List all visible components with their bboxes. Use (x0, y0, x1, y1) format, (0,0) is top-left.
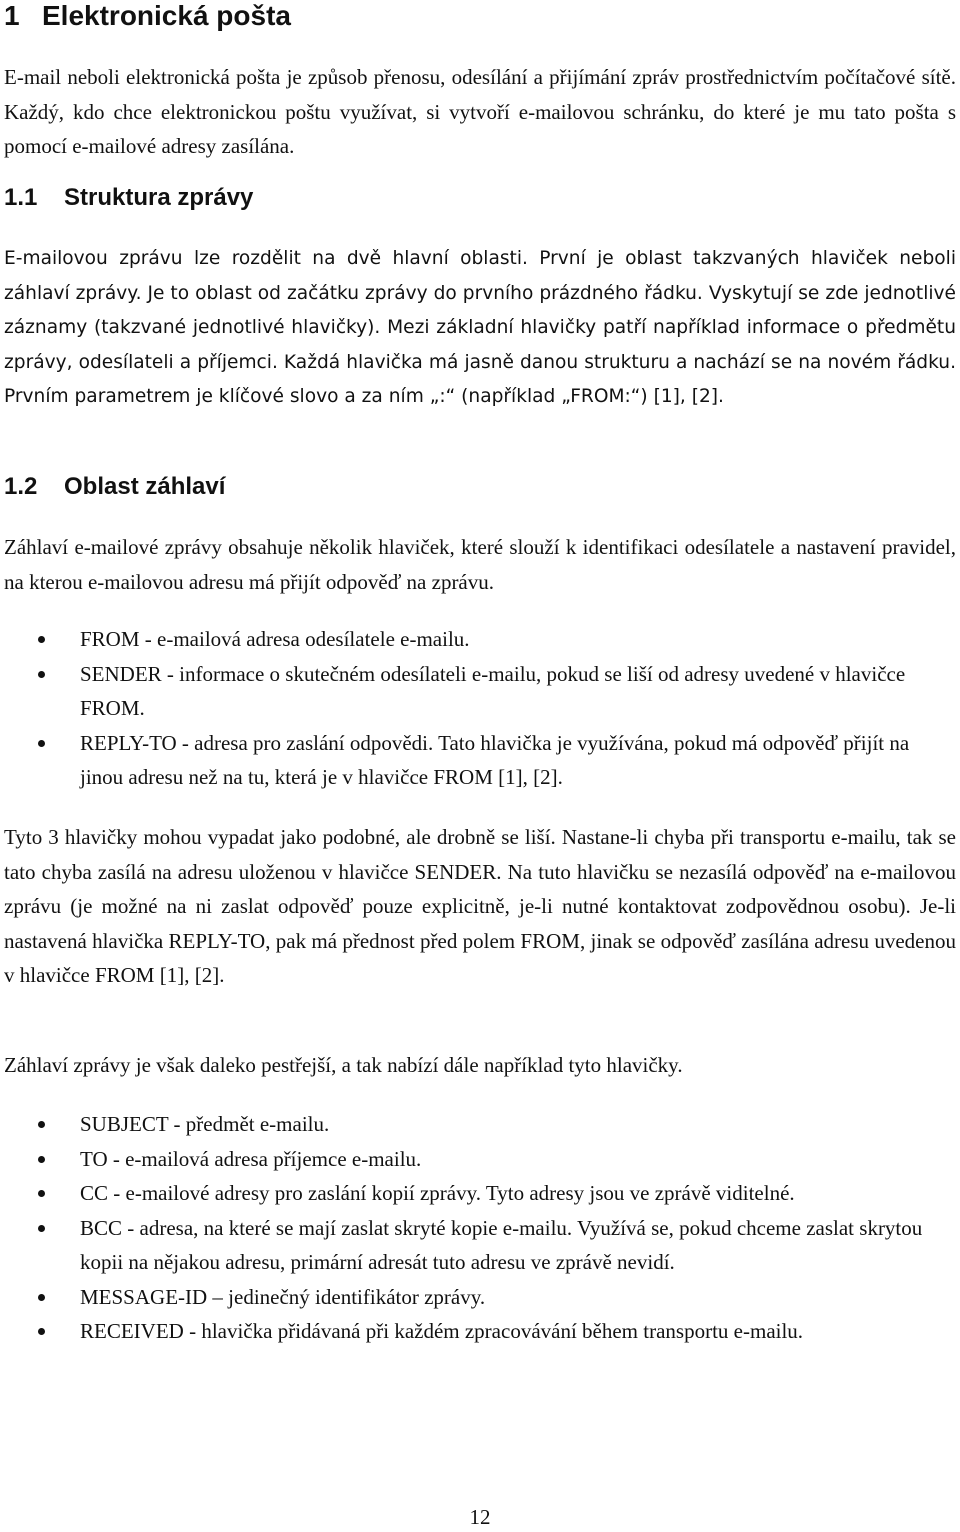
section-1-2-paragraph-2: Tyto 3 hlavičky mohou vypadat jako podobné, ale drobně se liší. Nastane-li chyba při transportu e-mailu, tak se tato chyba zasílá na adresu uloženou v hlavičce SENDER. Na tuto hlavičku se nezasílá odpověď na e-mailovou zprávu (je možné na ni zaslat odpověď pouze explicitně, je-li nutné kontaktovat zodpovědnou osobu). Je-li nastavená hlavička REPLY-TO, pak má přednost před polem FROM, jinak se odpověď zasílána adresu uvedenou v hlavičce FROM [1], [2]. (4, 825, 956, 987)
bullet-icon (38, 1121, 45, 1128)
list-item-text: SUBJECT - předmět e-mailu. (80, 1112, 330, 1136)
list-item (0, 1211, 940, 1280)
section-1-1-heading (4, 184, 253, 212)
section-1-paragraph: E-mail neboli elektronická pošta je způsob přenosu, odesílání a přijímání zpráv prostřednictvím počítačové sítě. Každý, kdo chce elektronickou poštu využívat, si vytvoří e-mailovou schránku, do které je mu tato pošta s pomocí e-mailové adresy zasílána. (4, 65, 956, 158)
list-item-text: FROM - e-mailová adresa odesílatele e-mailu. (80, 627, 470, 651)
list-item (0, 622, 940, 657)
page-number: 12 (469, 1505, 491, 1529)
list-item (0, 1176, 940, 1211)
section-1-1-paragraph: E-mailovou zprávu lze rozdělit na dvě hlavní oblasti. První je oblast takzvaných hlaviček neboli záhlaví zprávy. Je to oblast od začátku zprávy do prvního prázdného řádku. Vyskytují se zde jednotlivé záznamy (takzvané jednotlivé hlavičky). Mezi základní hlavičky patří například informace o předmětu zprávy, odesílateli a příjemci. Každá hlavička má jasně danou strukturu a nachází se na novém řádku. Prvním parametrem je klíčové slovo a za ním „:“ (například „FROM:“) [1], [2]. (4, 248, 956, 407)
list-item-text: MESSAGE-ID – jedinečný identifikátor zprávy. (80, 1284, 486, 1309)
bullet-icon (38, 1156, 45, 1163)
section-1-2-paragraph-3: Záhlaví zprávy je však daleko pestřejší, a tak nabízí dále například tyto hlavičky. (4, 1053, 683, 1077)
section-1-1-title: Struktura zprávy (64, 184, 254, 211)
bullet-icon (38, 671, 45, 678)
list-item-text: SENDER - informace o skutečném odesílateli e-mailu, pokud se liší od adresy uvedené v hlavičce FROM. (80, 661, 906, 720)
list-item (0, 1280, 940, 1315)
list-item (0, 1142, 940, 1177)
list-item-text: BCC - adresa, na které se mají zaslat skryté kopie e-mailu. Využívá se, pokud chceme zaslat skrytou kopii na nějakou adresu, primární adresát tuto adresu ve zprávě nevidí. (80, 1215, 923, 1274)
list-item-text: RECEIVED - hlavička přidávaná při každém zpracovávání během transportu e-mailu. (80, 1319, 804, 1343)
section-1-title: Elektronická pošta (42, 0, 291, 31)
section-1-1-number: 1.1 (4, 184, 38, 211)
section-1-2-heading (4, 473, 225, 501)
header-list-1 (0, 622, 940, 795)
section-1-heading (4, 0, 291, 32)
bullet-icon (38, 1328, 45, 1335)
bullet-icon (38, 740, 45, 747)
list-item-text: REPLY-TO - adresa pro zaslání odpovědi. Tato hlavička je využívána, pokud má odpověď přijít na jinou adresu než na tu, která je v hlavičce FROM [1], [2]. (80, 730, 910, 789)
list-item (0, 1107, 940, 1142)
list-item (0, 1314, 940, 1349)
section-1-2-title: Oblast záhlaví (64, 473, 226, 500)
bullet-icon (38, 1294, 45, 1301)
header-list-2 (0, 1107, 940, 1349)
list-item-text: TO - e-mailová adresa příjemce e-mailu. (80, 1146, 422, 1171)
section-1-2-intro: Záhlaví e-mailové zprávy obsahuje několik hlaviček, které slouží k identifikaci odesílatele a nastavení pravidel, na kterou e-mailovou adresu má přijít odpověď na zprávu. (4, 535, 956, 594)
list-item (0, 657, 940, 726)
bullet-icon (38, 1190, 45, 1197)
bullet-icon (38, 1225, 45, 1232)
bullet-icon (38, 636, 45, 643)
list-item-text: CC - e-mailové adresy pro zaslání kopií zprávy. Tyto adresy jsou ve zprávě viditelné. (80, 1181, 795, 1205)
section-1-number: 1 (4, 0, 20, 31)
section-1-2-number: 1.2 (4, 473, 38, 500)
list-item (0, 726, 940, 795)
